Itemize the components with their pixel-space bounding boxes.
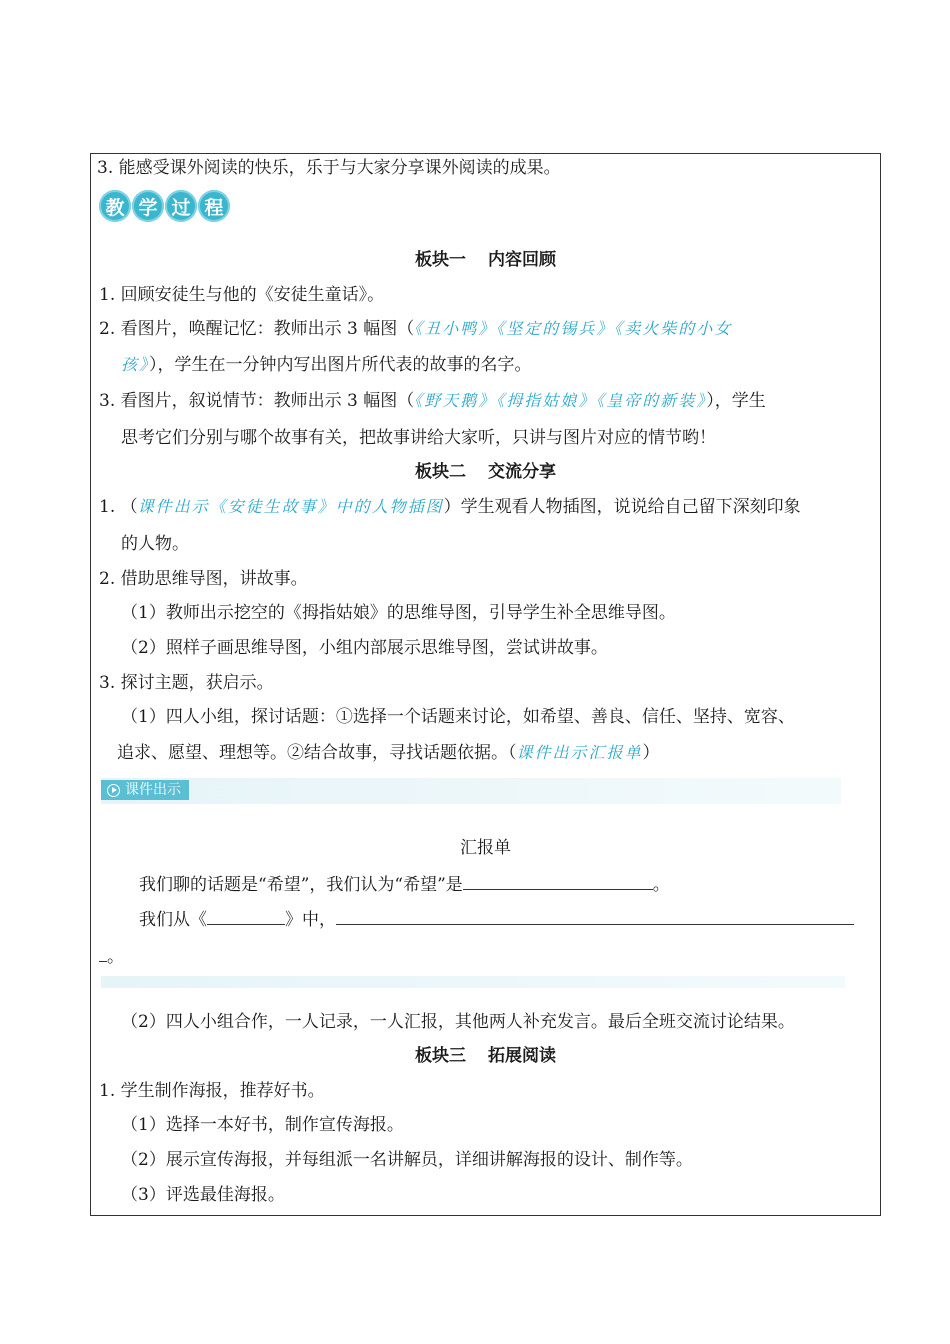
section1-item2-line2: 孩》），学生在一分钟内写出图片所代表的故事的名字。	[121, 355, 532, 375]
section2-item3-sub2: （2）四人小组合作，一人记录，一人汇报，其他两人补充发言。最后全班交流讨论结果。	[121, 1012, 795, 1032]
lesson-frame	[90, 153, 881, 1216]
report-blank	[207, 906, 285, 925]
section3-sub1: （1）选择一本好书，制作宣传海报。	[121, 1115, 404, 1135]
section2-heading: 板块二 交流分享	[415, 462, 556, 482]
badge-char: 教	[99, 190, 131, 222]
section1-item3: 3. 看图片，叙说情节：教师出示 3 幅图（《野天鹅》《拇指姑娘》《皇帝的新装》），学生	[99, 391, 766, 411]
courseware-bar	[101, 778, 841, 804]
section2-item3-sub1: （1）四人小组，探讨话题：①选择一个话题来讨论，如希望、善良、信任、坚持、宽容、	[121, 707, 795, 727]
section3-item1: 1. 学生制作海报，推荐好书。	[99, 1081, 325, 1101]
badge-char: 程	[198, 190, 230, 222]
section1-heading: 板块一 内容回顾	[415, 250, 556, 270]
section2-item2-sub2: （2）照样子画思维导图，小组内部展示思维导图，尝试讲故事。	[121, 638, 608, 658]
badge-char: 学	[132, 190, 164, 222]
section1-item1: 1. 回顾安徒生与他的《安徒生童话》。	[99, 285, 385, 305]
section2-item2-sub1: （1）教师出示挖空的《拇指姑娘》的思维导图，引导学生补全思维导图。	[121, 603, 676, 623]
section3-sub3: （3）评选最佳海报。	[121, 1185, 285, 1205]
intro-goal: 3. 能感受课外阅读的快乐，乐于与大家分享课外阅读的成果。	[97, 158, 561, 178]
play-icon	[107, 784, 120, 797]
section3-heading: 板块三 拓展阅读	[415, 1046, 556, 1066]
section2-item2: 2. 借助思维导图，讲故事。	[99, 569, 308, 589]
report-blank	[336, 906, 854, 925]
section-badge-teaching-process	[99, 190, 230, 222]
report-line2: 我们从《 》中，	[139, 906, 854, 932]
report-blank	[99, 943, 107, 962]
section2-item1-line2: 的人物。	[121, 534, 189, 554]
report-title: 汇报单	[460, 838, 511, 858]
report-line3: 。	[99, 943, 124, 969]
report-blank	[463, 871, 653, 890]
section1-item3-line2: 思考它们分别与哪个故事有关，把故事讲给大家听，只讲与图片对应的情节哟！	[121, 428, 716, 448]
courseware-tag: 课件出示	[101, 780, 189, 800]
section2-item3-sub1-line2: 追求、愿望、理想等。②结合故事，寻找话题依据。（课件出示汇报单）	[117, 743, 660, 763]
section3-sub2: （2）展示宣传海报，并每组派一名讲解员，详细讲解海报的设计、制作等。	[121, 1150, 693, 1170]
badge-char: 过	[165, 190, 197, 222]
courseware-bottom-bar	[101, 976, 845, 988]
section2-item3: 3. 探讨主题，获启示。	[99, 673, 274, 693]
section1-item2: 2. 看图片，唤醒记忆：教师出示 3 幅图（《丑小鸭》《坚定的锡兵》《卖火柴的小女	[99, 319, 733, 339]
report-line1: 我们聊的话题是“希望”，我们认为“希望”是 。	[139, 871, 670, 897]
section2-item1: 1. （课件出示《安徒生故事》中的人物插图）学生观看人物插图，说说给自己留下深刻印象	[99, 497, 801, 517]
